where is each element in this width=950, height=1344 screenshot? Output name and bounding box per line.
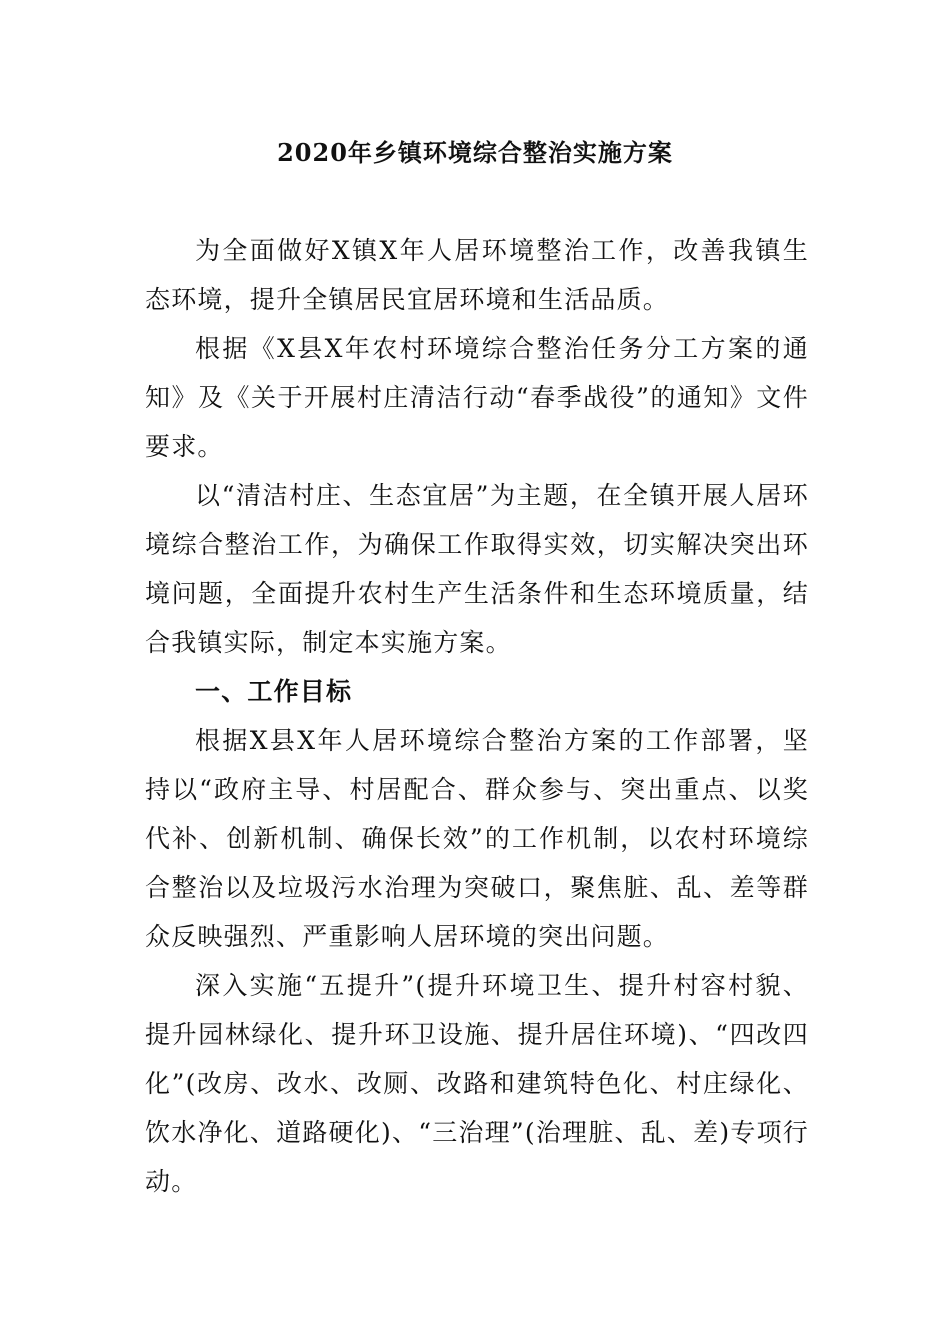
section-heading-work-goals: 一、工作目标 <box>195 677 353 706</box>
document-body <box>145 226 809 1206</box>
paragraph-intro: 为全面做好X镇X年人居环境整治工作，改善我镇生态环境，提升全镇居民宜居环境和生活品质。 <box>145 236 809 314</box>
paragraph-special-actions: 深入实施“五提升”(提升环境卫生、提升村容村貌、提升园林绿化、提升环卫设施、提升居住环境)、“四改四化”(改房、改水、改厕、改路和建筑特色化、村庄绿化、饮水净化、道路硬化)、“三治理”(治理脏、乱、差)专项行动。 <box>145 971 809 1196</box>
document-title: 2020年乡镇环境综合整治实施方案 <box>277 138 673 167</box>
paragraph-basis: 根据《X县X年农村环境综合整治任务分工方案的通知》及《关于开展村庄清洁行动“春季战役”的通知》文件要求。 <box>145 334 809 461</box>
paragraph-work-deployment: 根据X县X年人居环境综合整治方案的工作部署，坚持以“政府主导、村居配合、群众参与、突出重点、以奖代补、创新机制、确保长效”的工作机制，以农村环境综合整治以及垃圾污水治理为突破口，聚焦脏、乱、差等群众反映强烈、严重影响人居环境的突出问题。 <box>145 726 809 951</box>
paragraph-theme: 以“清洁村庄、生态宜居”为主题，在全镇开展人居环境综合整治工作，为确保工作取得实效，切实解决突出环境问题，全面提升农村生产生活条件和生态环境质量，结合我镇实际，制定本实施方案。 <box>145 481 809 657</box>
